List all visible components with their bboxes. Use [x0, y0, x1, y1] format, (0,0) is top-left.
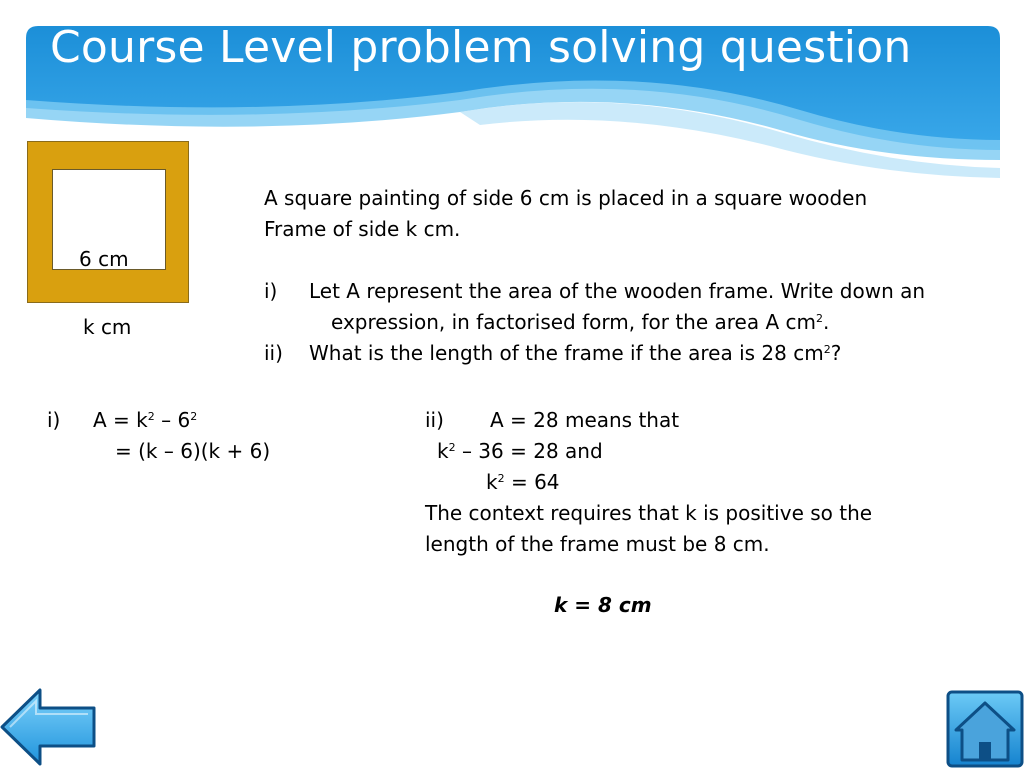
answer-ii-marker: ii)	[425, 408, 444, 432]
back-arrow-icon	[0, 686, 96, 768]
part-i-line-2: expression, in factorised form, for the area A $cm^2$.	[331, 310, 830, 334]
answer-ii-line-3: $k^2 = 64$	[486, 470, 560, 494]
answer-i-marker: i)	[47, 408, 61, 432]
home-button[interactable]	[946, 690, 1024, 768]
back-button[interactable]	[0, 686, 96, 768]
part-ii-line: What is the length of the frame if the area is 28 $cm^2$?	[309, 341, 842, 365]
part-ii-marker: ii)	[264, 341, 283, 365]
answer-i-line-2: = (k – 6)(k + 6)	[115, 439, 271, 463]
home-icon	[946, 690, 1024, 768]
answer-ii-line-1: A = 28 means that	[490, 408, 680, 432]
answer-ii-line-5: length of the frame must be 8 cm.	[425, 532, 770, 556]
answer-ii-line-2: $k^2 - 36 = 28$ and	[437, 439, 603, 463]
page-title: Course Level problem solving question	[50, 22, 912, 73]
question-line-2: Frame of side k cm.	[264, 217, 461, 241]
answer-ii-line-4: The context requires that k is positive so the	[425, 501, 873, 525]
answer-i-line-1: $A = k^2 - 6^2$	[93, 408, 198, 432]
outer-side-label: k cm	[83, 315, 132, 339]
part-i-marker: i)	[264, 279, 278, 303]
part-i-line-1: Let A represent the area of the wooden frame. Write down an	[309, 279, 926, 303]
final-answer: k = 8 cm	[554, 593, 652, 617]
wooden-frame-figure	[27, 141, 189, 303]
inner-side-label: 6 cm	[79, 247, 129, 271]
question-line-1: A square painting of side 6 cm is placed in a square wooden	[264, 186, 868, 210]
